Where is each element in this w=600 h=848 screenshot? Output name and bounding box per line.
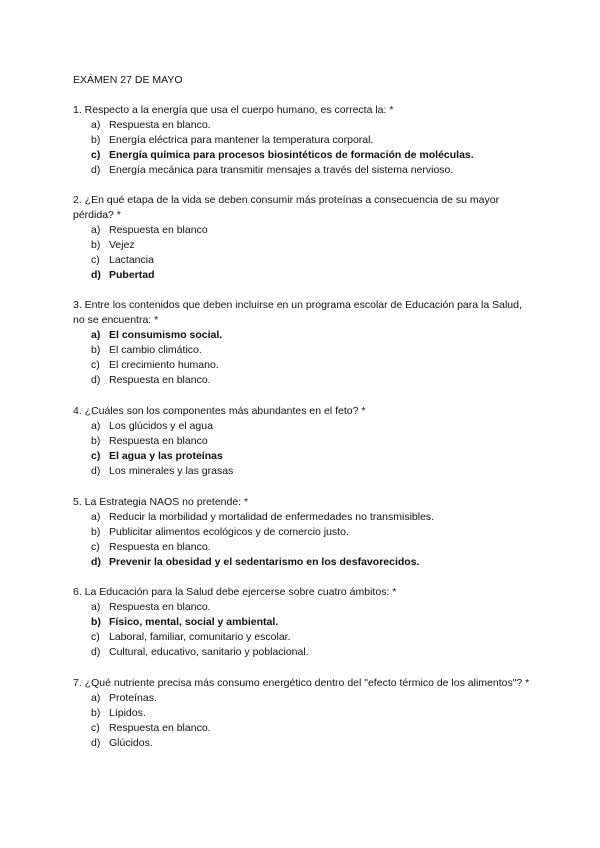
option-letter: a) xyxy=(91,224,101,236)
option-text: Energía mecánica para transmitir mensajes a través del sistema nervioso. xyxy=(109,164,454,176)
option-b xyxy=(73,133,535,148)
option-a xyxy=(73,419,535,434)
option-d xyxy=(73,464,535,479)
option-text: Cultural, educativo, sanitario y poblacional. xyxy=(109,646,309,658)
option-a xyxy=(73,510,535,525)
option-text: Pubertad xyxy=(109,269,155,281)
question-text: 2. ¿En qué etapa de la vida se deben consumir más proteínas a consecuencia de su mayor pérdida? * xyxy=(73,194,500,221)
option-letter: c) xyxy=(91,631,100,643)
option-text: Lípidos. xyxy=(109,707,146,719)
option-text: Respuesta en blanco xyxy=(109,435,208,447)
option-letter: b) xyxy=(91,239,101,251)
option-b xyxy=(73,434,535,449)
option-letter: b) xyxy=(91,707,101,719)
option-letter: c) xyxy=(91,722,100,734)
option-letter: b) xyxy=(91,616,101,628)
option-a-correct xyxy=(73,328,535,343)
option-d xyxy=(73,373,535,388)
option-c xyxy=(73,253,535,268)
option-d xyxy=(73,736,535,751)
option-text: Reducir la morbilidad y mortalidad de enfermedades no transmisibles. xyxy=(109,511,435,523)
option-b xyxy=(73,343,535,358)
question-text: 5. La Estrategia NAOS no pretende: * xyxy=(73,496,249,508)
option-b-correct xyxy=(73,615,535,630)
question-7 xyxy=(73,676,535,751)
option-letter: d) xyxy=(91,646,101,658)
question-text: 1. Respecto a la energía que usa el cuerpo humano, es correcta la: * xyxy=(73,104,394,116)
option-text: Respuesta en blanco xyxy=(109,224,208,236)
option-text: Físico, mental, social y ambiental. xyxy=(109,616,279,628)
exam-title: EXÁMEN 27 DE MAYO xyxy=(73,74,183,86)
option-letter: a) xyxy=(91,511,101,523)
question-text: 4. ¿Cuáles son los componentes más abundantes en el feto? * xyxy=(73,405,366,417)
question-text: 3. Entre los contenidos que deben incluirse en un programa escolar de Educación para la Salud, no se encuentra: * xyxy=(73,299,522,326)
question-4 xyxy=(73,404,535,479)
option-a xyxy=(73,691,535,706)
option-letter: a) xyxy=(91,420,101,432)
option-b xyxy=(73,525,535,540)
option-text: Los minerales y las grasas xyxy=(109,465,234,477)
option-d xyxy=(73,645,535,660)
option-letter: d) xyxy=(91,164,101,176)
option-c xyxy=(73,630,535,645)
option-text: Glúcidos. xyxy=(109,737,153,749)
option-text: El consumismo social. xyxy=(109,329,223,341)
option-text: El cambio climático. xyxy=(109,344,202,356)
option-letter: d) xyxy=(91,465,101,477)
option-letter: c) xyxy=(91,541,100,553)
option-letter: c) xyxy=(91,450,101,462)
option-letter: a) xyxy=(91,692,101,704)
option-letter: b) xyxy=(91,435,101,447)
option-letter: c) xyxy=(91,149,101,161)
question-3 xyxy=(73,298,535,388)
option-d-correct xyxy=(73,555,535,570)
option-letter: c) xyxy=(91,359,100,371)
question-1 xyxy=(73,103,535,178)
option-c-correct xyxy=(73,449,535,464)
option-letter: d) xyxy=(91,374,101,386)
option-c-correct xyxy=(73,148,535,163)
question-2 xyxy=(73,193,535,283)
option-text: Energía eléctrica para mantener la temperatura corporal. xyxy=(109,134,374,146)
option-text: Respuesta en blanco. xyxy=(109,119,211,131)
question-5 xyxy=(73,495,535,570)
option-d-correct xyxy=(73,268,535,283)
question-text: 7. ¿Qué nutriente precisa más consumo energético dentro del "efecto térmico de los alimentos"? * xyxy=(73,677,530,689)
option-b xyxy=(73,238,535,253)
option-a xyxy=(73,600,535,615)
option-text: Vejez xyxy=(109,239,135,251)
option-letter: b) xyxy=(91,526,101,538)
option-letter: b) xyxy=(91,344,101,356)
option-d xyxy=(73,163,535,178)
option-text: Respuesta en blanco. xyxy=(109,541,211,553)
option-text: Respuesta en blanco. xyxy=(109,601,211,613)
question-6 xyxy=(73,585,535,660)
option-letter: d) xyxy=(91,737,101,749)
option-b xyxy=(73,706,535,721)
option-letter: d) xyxy=(91,269,101,281)
option-c xyxy=(73,721,535,736)
question-text: 6. La Educación para la Salud debe ejercerse sobre cuatro ámbitos: * xyxy=(73,586,397,598)
option-letter: a) xyxy=(91,119,101,131)
option-text: El crecimiento humano. xyxy=(109,359,219,371)
option-letter: d) xyxy=(91,556,101,568)
option-text: Los glúcidos y el agua xyxy=(109,420,213,432)
option-c xyxy=(73,358,535,373)
option-text: El agua y las proteínas xyxy=(109,450,223,462)
option-text: Lactancia xyxy=(109,254,154,266)
option-text: Respuesta en blanco. xyxy=(109,722,211,734)
option-letter: a) xyxy=(91,329,101,341)
option-letter: c) xyxy=(91,254,100,266)
option-letter: b) xyxy=(91,134,101,146)
option-text: Respuesta en blanco. xyxy=(109,374,211,386)
option-a xyxy=(73,118,535,133)
option-letter: a) xyxy=(91,601,101,613)
option-a xyxy=(73,223,535,238)
option-text: Publicitar alimentos ecológicos y de comercio justo. xyxy=(109,526,349,538)
option-text: Laboral, familiar, comunitario y escolar. xyxy=(109,631,291,643)
option-text: Prevenir la obesidad y el sedentarismo en los desfavorecidos. xyxy=(109,556,420,568)
option-text: Energía química para procesos biosintéticos de formación de moléculas. xyxy=(109,149,474,161)
option-c xyxy=(73,540,535,555)
option-text: Proteínas. xyxy=(109,692,157,704)
